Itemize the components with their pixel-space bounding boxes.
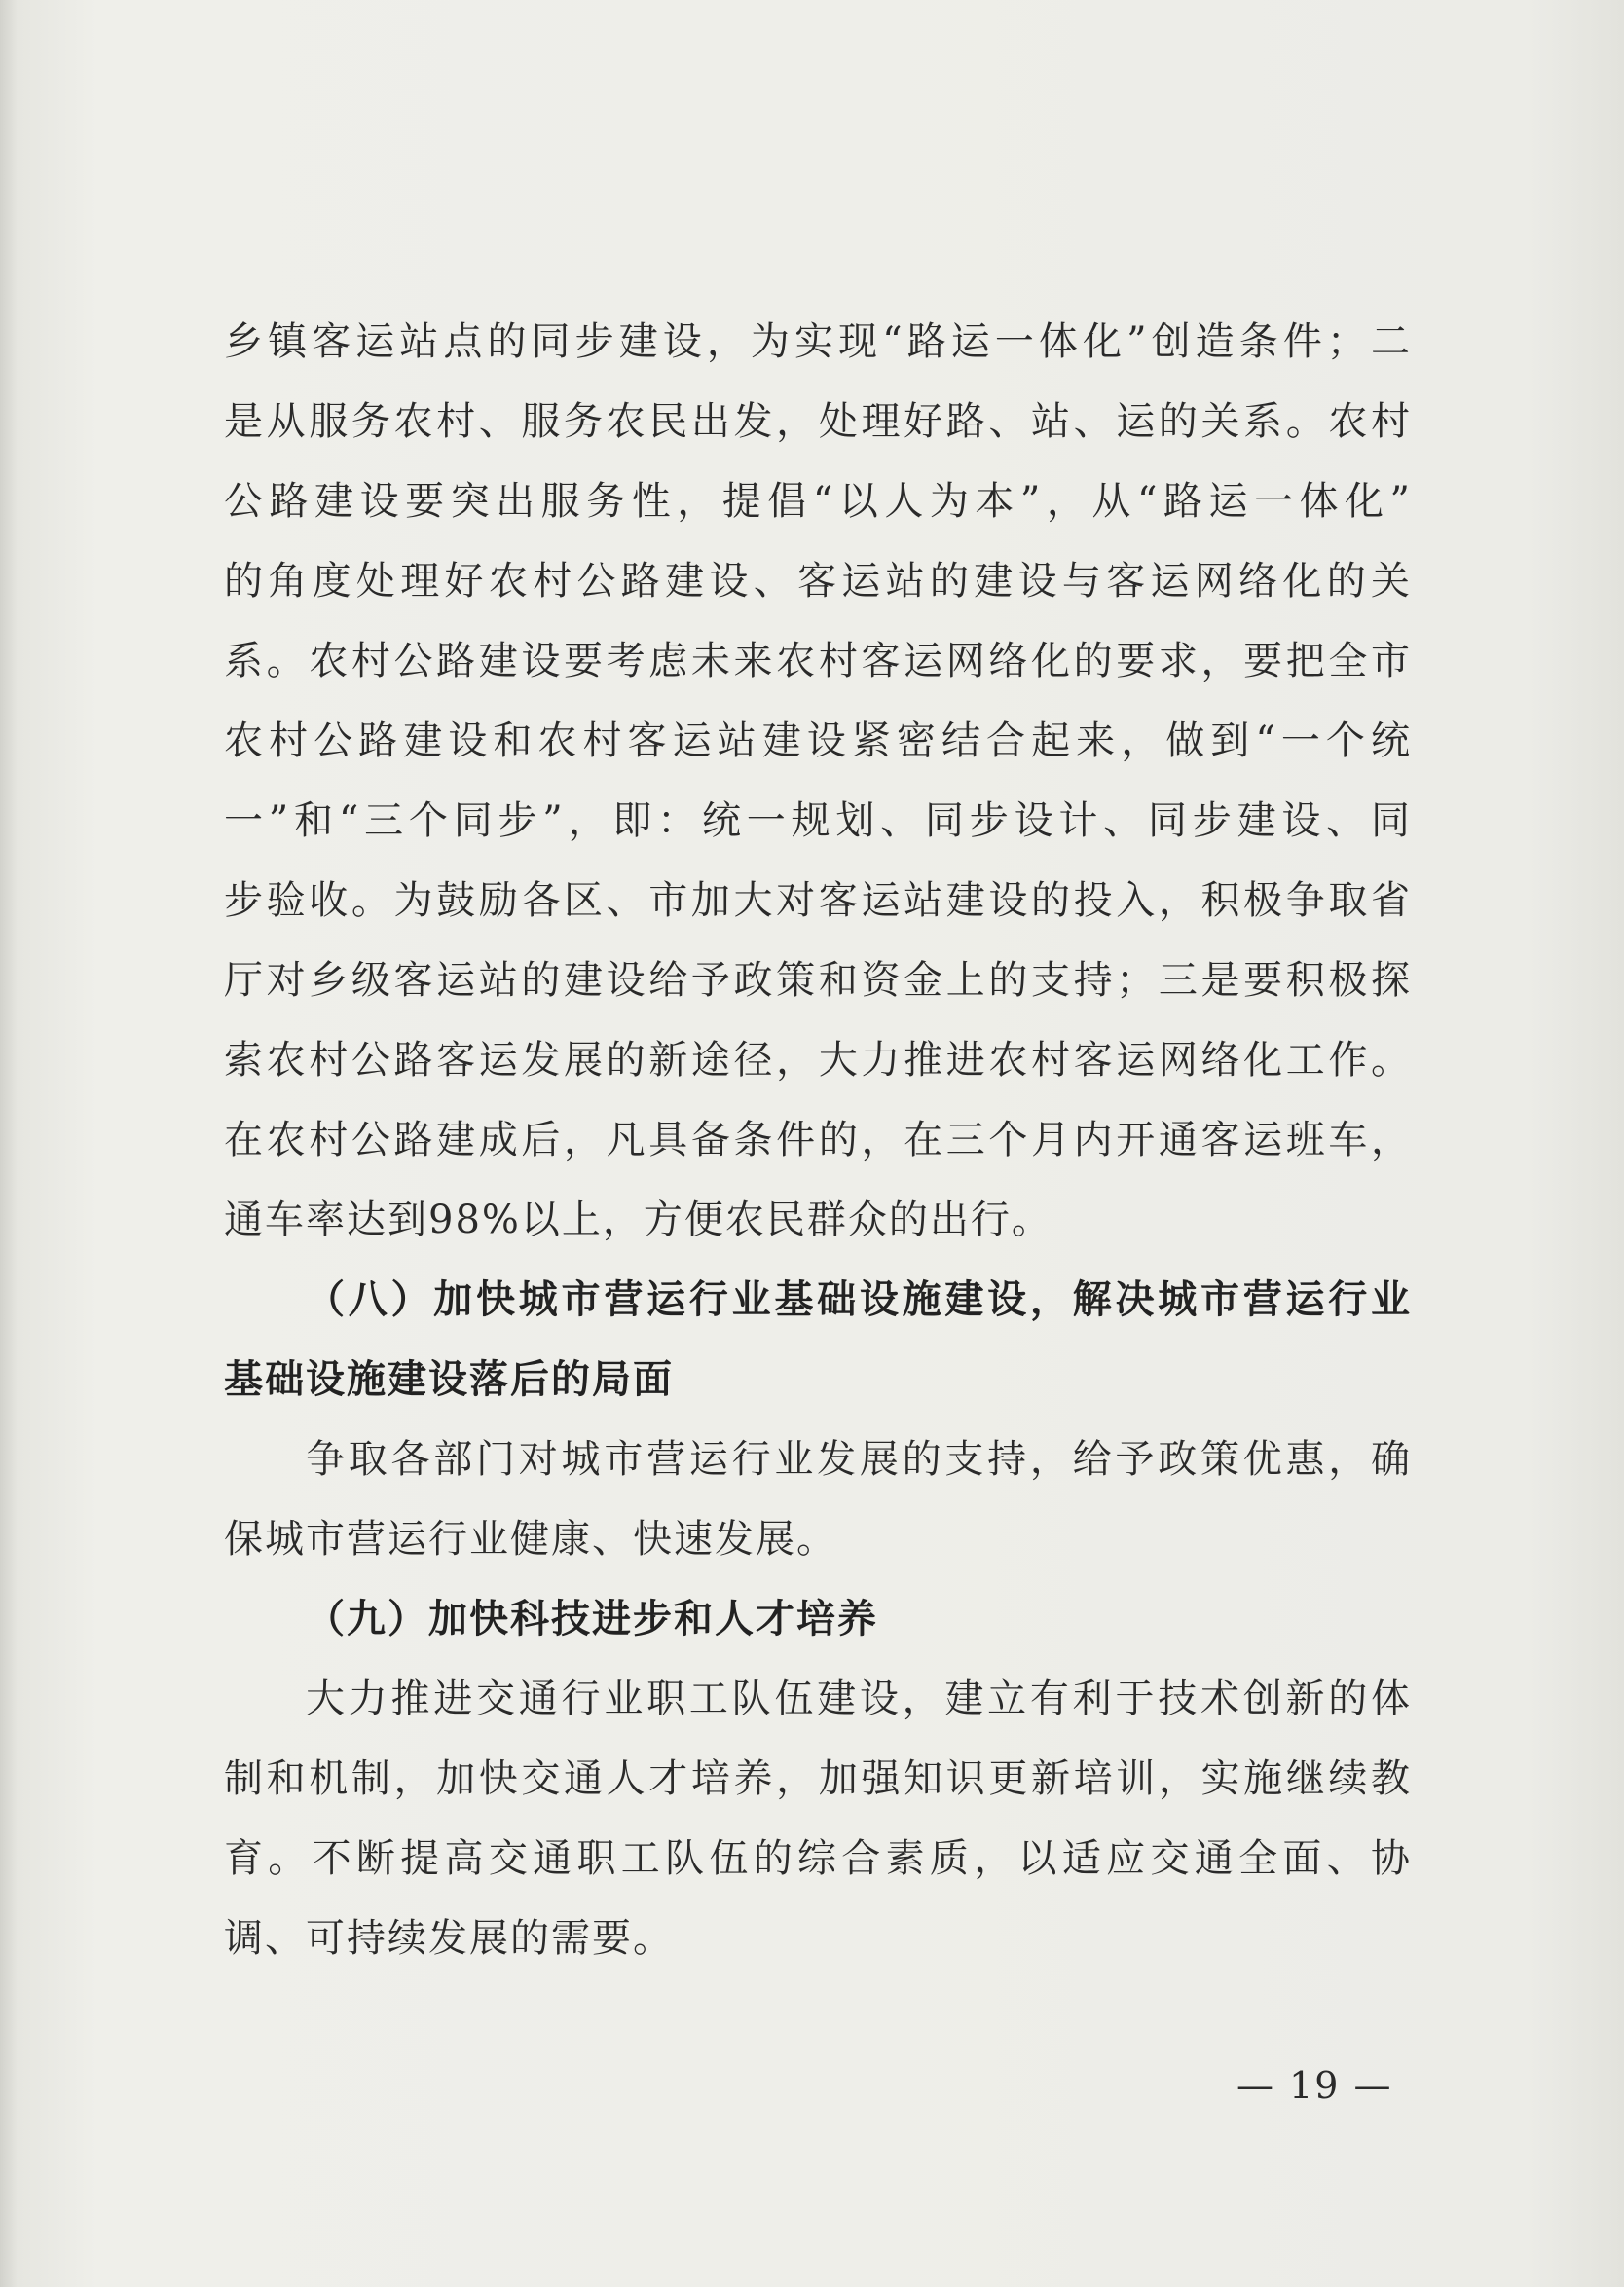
page-number: — 19 — [1236,2064,1393,2107]
body-text [224,302,1412,1978]
paragraph-line: 在农村公路建成后，凡具备条件的，在三个月内开通客运班车， [224,1118,1412,1162]
paragraph-line: 农村公路建设和农村客运站建设紧密结合起来，做到“一个统 [224,719,1412,763]
paragraph-line: 大力推进交通行业职工队伍建设，建立有利于技术创新的体 [306,1677,1412,1721]
paragraph-line: 调、可持续发展的需要。 [224,1916,674,1961]
paragraph-line: 厅对乡级客运站的建设给予政策和资金上的支持；三是要积极探 [224,958,1412,1003]
paragraph-line: 步验收。为鼓励各区、市加大对客运站建设的投入，积极争取省 [224,878,1412,923]
page-shadow [0,0,18,2287]
paragraph-line: 系。农村公路建设要考虑未来农村客运网络化的要求，要把全市 [224,639,1412,683]
paragraph-line: 公路建设要突出服务性，提倡“以人为本”，从“路运一体化” [224,479,1412,524]
section-heading: （八）加快城市营运行业基础设施建设，解决城市营运行业 [306,1277,1412,1322]
paragraph-line: 保城市营运行业健康、快速发展。 [224,1517,837,1562]
paragraph-line: 通车率达到98%以上，方便农民群众的出行。 [224,1198,1052,1242]
paragraph-line: 是从服务农村、服务农民出发，处理好路、站、运的关系。农村 [224,399,1412,444]
paragraph-line: 制和机制，加快交通人才培养，加强知识更新培训，实施继续教 [224,1756,1412,1801]
paragraph-line: 乡镇客运站点的同步建设，为实现“路运一体化”创造条件；二 [224,319,1412,364]
paragraph-line: 一”和“三个同步”，即：统一规划、同步设计、同步建设、同 [224,798,1412,843]
paragraph-line: 争取各部门对城市营运行业发展的支持，给予政策优惠，确 [306,1437,1412,1482]
paragraph-line: 的角度处理好农村公路建设、客运站的建设与客运网络化的关 [224,559,1412,604]
section-heading: 基础设施建设落后的局面 [224,1357,674,1402]
paragraph-line: 育。不断提高交通职工队伍的综合素质，以适应交通全面、协 [224,1836,1412,1881]
section-heading: （九）加快科技进步和人才培养 [306,1597,878,1641]
paragraph-line: 索农村公路客运发展的新途径，大力推进农村客运网络化工作。 [224,1038,1412,1083]
